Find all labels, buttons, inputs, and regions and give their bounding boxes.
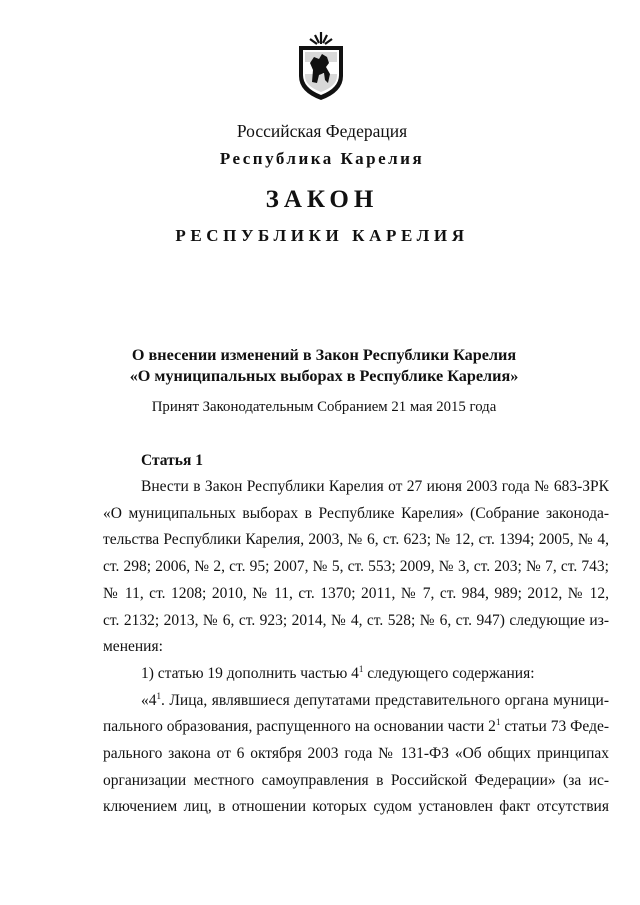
quote-line-2-start: пального образования, распущенного на основании части 2 [103, 718, 496, 736]
item-1-text-end: следующего содержания: [363, 664, 535, 682]
quote-line-1-start: «4 [141, 691, 157, 709]
quote-line-1-end: . Лица, являвшиеся депутатами представительного органа муници- [161, 691, 609, 709]
intro-line-2: «О муниципальных выборах в Республике Карелия» (Собрание законода- [103, 504, 609, 522]
item-1-line [103, 661, 609, 688]
law-title-line-2: «О муниципальных выборах в Республике Карелия» [129, 367, 519, 385]
document-type: ЗАКОН [265, 186, 379, 213]
intro-line-4: ст. 298; 2006, № 2, ст. 95; 2007, № 5, ст. 553; 2009, № 3, ст. 203; № 7, ст. 743; [103, 558, 609, 576]
quote-line-1 [103, 688, 609, 715]
item-1-text: 1) статью 19 дополнить частью 4 [141, 664, 359, 682]
intro-line-7: менения: [103, 638, 163, 656]
country-name: Российская Федерация [236, 121, 408, 141]
quote-line-2 [103, 714, 609, 741]
article-heading: Статья 1 [141, 452, 203, 469]
intro-line-6: ст. 2132; 2013, № 6, ст. 923; 2014, № 4, ст. 528; № 6, ст. 947) следующие из- [103, 611, 609, 629]
republic-name: Республика Карелия [219, 149, 425, 168]
quote-line-3: рального закона от 6 октября 2003 года № 131-ФЗ «Об общих принципах [103, 745, 609, 763]
quote-line-1-superscript: 1 [156, 690, 161, 701]
article-body [103, 474, 609, 821]
intro-line-1: Внести в Закон Республики Карелия от 27 июня 2003 года № 683-ЗРК [141, 478, 609, 495]
intro-line-5: № 11, ст. 1208; 2010, № 11, ст. 1370; 2011, № 7, ст. 984, 989; 2012, № 12, [103, 584, 609, 602]
quote-line-2-end: статьи 73 Феде- [500, 718, 609, 736]
quote-line-2-superscript: 1 [495, 717, 501, 728]
intro-line-3: тельства Республики Карелия, 2003, № 6, ст. 623; № 12, ст. 1394; 2005, № 4, [103, 531, 609, 549]
quote-line-4: организации местного самоуправления в Российской Федерации» (за ис- [103, 771, 609, 789]
item-1-superscript: 1 [358, 663, 364, 674]
karelia-coat-of-arms-icon [295, 30, 347, 102]
quote-line-5: ключением лиц, в отношении которых судом установлен факт отсутствия [103, 798, 609, 816]
document-issuer: РЕСПУБЛИКИ КАРЕЛИЯ [175, 226, 469, 245]
adoption-note: Принят Законодательным Собранием 21 мая 2015 года [151, 399, 497, 415]
law-title-line-1: О внесении изменений в Закон Республики Карелия [131, 346, 517, 364]
law-title [4, 345, 640, 387]
